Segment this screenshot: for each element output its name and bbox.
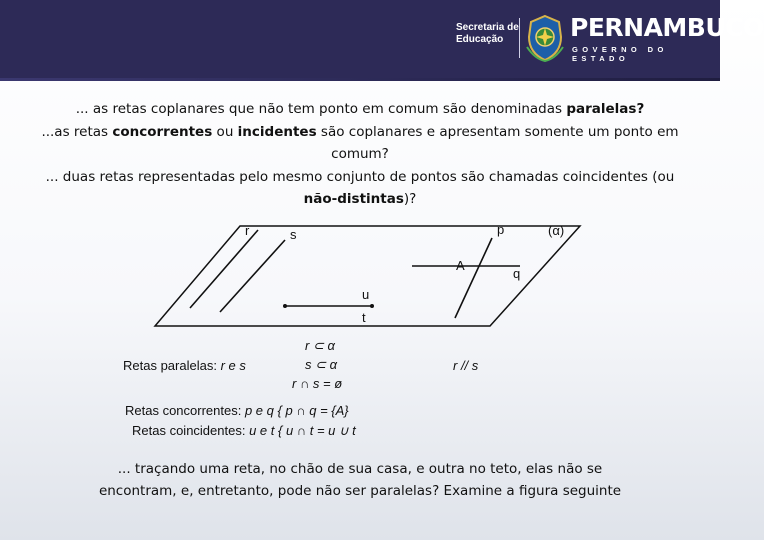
label-t: t: [362, 310, 366, 325]
question-mark: ?: [636, 101, 645, 117]
question-text: )?: [403, 191, 417, 207]
retas-paralelas-caption: [123, 358, 246, 373]
question-text: (ou: [647, 168, 675, 185]
question-text: ... as retas coplanares que não tem ponto em comum são denominadas: [75, 101, 567, 117]
line-r: [190, 230, 258, 308]
educacao-line: Educação: [456, 34, 504, 45]
term-coincidentes: coincidentes: [562, 168, 648, 185]
label-p: p: [497, 222, 505, 237]
term-concorrentes: concorrentes: [112, 123, 213, 140]
caption-label: Retas paralelas:: [123, 358, 221, 373]
retas-concorrentes-caption: [125, 403, 349, 418]
label-q: q: [513, 266, 521, 281]
caption-value: u e t { u ∩ t = u ∪ t: [249, 423, 356, 438]
label-u: u: [362, 287, 370, 302]
caption-set: { p ∩ q = {A}: [273, 403, 349, 418]
term-nao-distintas: não-distintas: [303, 191, 404, 207]
caption-label: Retas coincidentes:: [132, 423, 250, 438]
question-text: ...as retas: [41, 123, 113, 140]
r-parallel-s: r // s: [453, 358, 479, 373]
conclusion-text: [80, 458, 640, 502]
label-plane-alpha: (α): [548, 223, 565, 238]
question-text: são coplanares e apresentam somente um ponto em comum?: [316, 123, 679, 162]
line-p: [455, 238, 492, 318]
caption-value: p e q: [244, 403, 274, 418]
question-text: ou: [212, 123, 238, 140]
line-s: [220, 240, 285, 312]
retas-coincidentes-caption: [132, 423, 356, 438]
r-in-plane: r ⊂ α: [305, 338, 335, 353]
label-s: s: [290, 227, 297, 242]
brand-subtitle: GOVERNO DO ESTADO: [572, 45, 668, 63]
r-intersect-s: r ∩ s = ø: [292, 376, 343, 391]
label-r: r: [245, 223, 250, 238]
caption-value: r e s: [220, 358, 246, 373]
secretaria-line: Secretaria de: [456, 22, 519, 33]
brand-title: PERNAMBUCO: [570, 13, 764, 42]
s-in-plane: s ⊂ α: [305, 357, 338, 372]
point-u-t-start: [283, 304, 287, 308]
conclusion-line: ... traçando uma reta, no chão de sua casa, e outra no teto, elas não se encontram, e, entretanto, pode não ser paralelas? Examine a figura seguinte: [98, 461, 622, 499]
term-incidentes: incidentes: [237, 123, 317, 140]
term-paralelas: paralelas: [566, 101, 637, 117]
point-u-t-end: [370, 304, 374, 308]
label-point-a: A: [456, 258, 465, 273]
caption-label: Retas concorrentes:: [125, 403, 245, 418]
question-text: ... duas retas representadas pelo mesmo conjunto de pontos são chamadas: [45, 168, 563, 185]
